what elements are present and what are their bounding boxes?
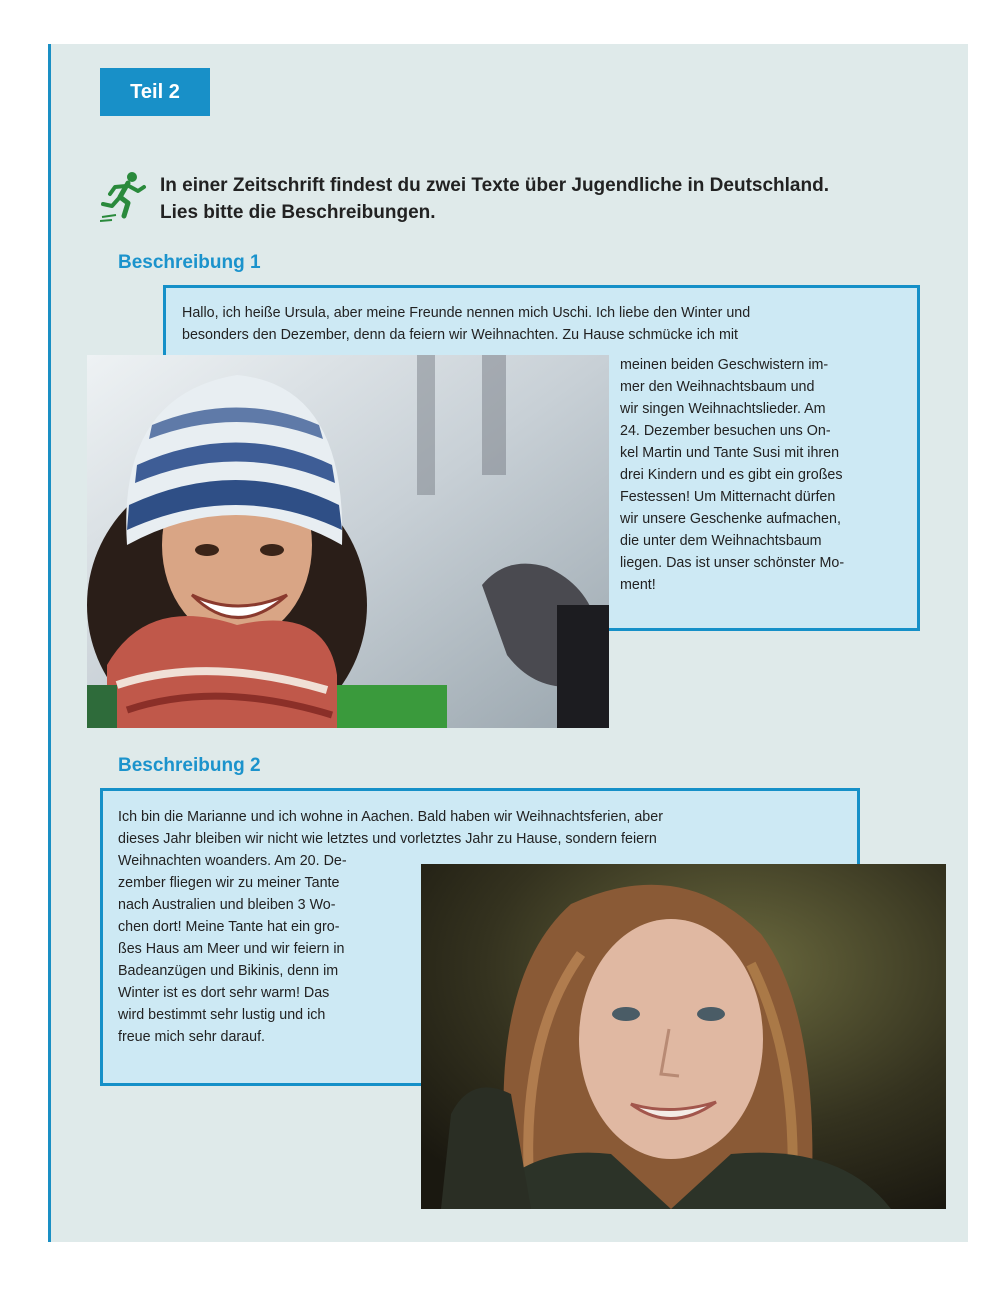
- instruction-line: Lies bitte die Beschreibungen.: [160, 202, 436, 223]
- text-line: Badeanzügen und Bikinis, denn im: [118, 963, 339, 979]
- text-line: ßes Haus am Meer und wir feiern in: [118, 941, 345, 957]
- text-line: Weihnachten woanders. Am 20. De-: [118, 853, 347, 869]
- text-line: mer den Weihnachtsbaum und: [620, 379, 815, 395]
- text-line: wird bestimmt sehr lustig und ich: [118, 1007, 326, 1023]
- photo-girl-winter: [87, 355, 609, 728]
- text-line: wir unsere Geschenke aufmachen,: [620, 511, 841, 527]
- text-line: 24. Dezember besuchen uns On-: [620, 423, 831, 439]
- text-line: zember fliegen wir zu meiner Tante: [118, 875, 340, 891]
- text-line: kel Martin und Tante Susi mit ihren: [620, 445, 840, 461]
- text-line: wir singen Weihnachtslieder. Am: [620, 401, 826, 417]
- teil-badge: Teil 2: [100, 68, 210, 116]
- text-line: chen dort! Meine Tante hat ein gro-: [118, 919, 340, 935]
- text-line: ment!: [620, 577, 656, 593]
- text-line: meinen beiden Geschwistern im-: [620, 357, 829, 373]
- text-line: freue mich sehr darauf.: [118, 1029, 266, 1045]
- description-1-text-side: [620, 354, 902, 596]
- running-person-icon: [100, 170, 148, 224]
- text-line: nach Australien und bleiben 3 Wo-: [118, 897, 336, 913]
- description-2-text-side: [118, 850, 410, 1048]
- text-line: drei Kindern und es gibt ein großes: [620, 467, 843, 483]
- section-heading-2: Beschreibung 2: [118, 755, 261, 776]
- description-2-text-top: [118, 806, 840, 850]
- section-heading-1: Beschreibung 1: [118, 252, 261, 273]
- text-line: Hallo, ich heiße Ursula, aber meine Freunde nennen mich Uschi. Ich liebe den Winter und: [182, 305, 751, 321]
- text-line: Festessen! Um Mitternacht dürfen: [620, 489, 836, 505]
- text-line: dieses Jahr bleiben wir nicht wie letztes und vorletztes Jahr zu Hause, sondern feiern: [118, 831, 657, 847]
- text-line: die unter dem Weihnachtsbaum: [620, 533, 822, 549]
- photo-girl-portrait: [421, 864, 946, 1209]
- text-line: Winter ist es dort sehr warm! Das: [118, 985, 330, 1001]
- instruction-line: In einer Zeitschrift findest du zwei Texte über Jugendliche in Deutschland.: [160, 175, 829, 196]
- text-line: liegen. Das ist unser schönster Mo-: [620, 555, 845, 571]
- text-line: besonders den Dezember, denn da feiern wir Weihnachten. Zu Hause schmücke ich mit: [182, 327, 739, 343]
- description-1-text-top: [182, 302, 904, 346]
- text-line: Ich bin die Marianne und ich wohne in Aachen. Bald haben wir Weihnachtsferien, aber: [118, 809, 663, 825]
- task-instruction: [160, 172, 920, 226]
